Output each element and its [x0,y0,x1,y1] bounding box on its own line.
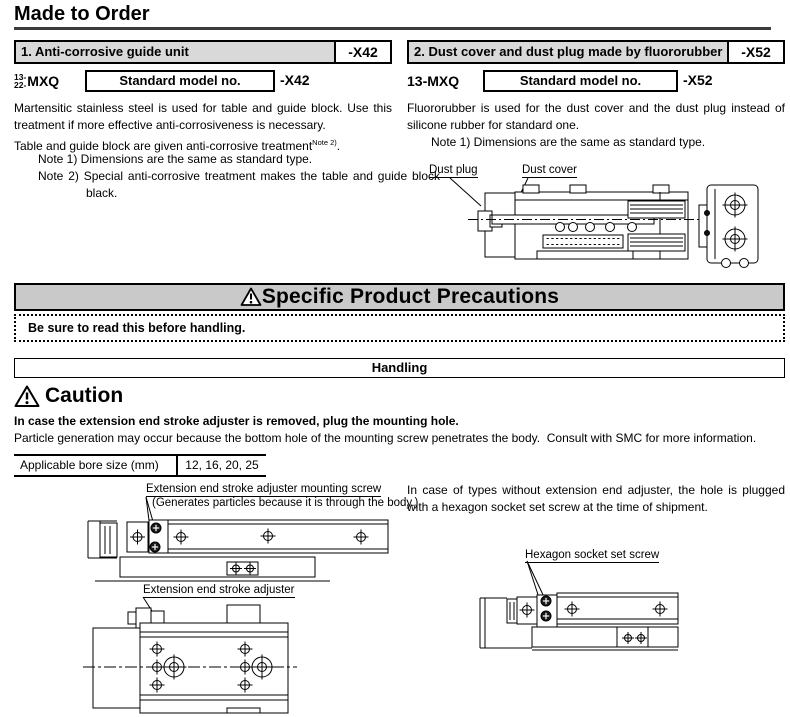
section1-code: -X42 [334,42,390,62]
section2-model-prefix: 13-MXQ [407,73,460,89]
section1-header [14,40,392,64]
dust-cover-cross-section-diagram [410,177,788,275]
section2-header [407,40,785,64]
section2-note1: Note 1) Dimensions are the same as standard type. [431,135,706,149]
model-prefix-bottom: 22- [14,80,27,90]
extension-adjuster-side-view-diagram [75,584,305,717]
extension-adjuster-label: Extension end stroke adjuster [143,584,295,596]
note-reference: Note 2) [312,138,337,147]
dust-cover-label: Dust cover [522,164,577,176]
title-rule [14,27,771,30]
model-prefix-stack [14,73,26,90]
section2-code: -X52 [727,42,783,62]
handling-bar: Handling [14,358,785,378]
section1-paragraph2-text: Table and guide block are given anti-corrosive treatment [14,139,313,153]
section1-paragraph: Martensitic stainless steel is used for table and guide block. Use this treatment if more effective anti-corrosiveness is necessary. [14,101,392,132]
read-first-text: Be sure to read this before handling. [28,321,246,335]
section2-paragraph: Fluororubber is used for the dust cover and the dust plug instead of silicone rubber for standard one. [407,101,785,132]
section1-model-code: -X42 [280,72,310,88]
section1-paragraph2-period: . [336,139,341,153]
section1-note1: Note 1) Dimensions are the same as standard type. [38,152,313,166]
section2-model-code: -X52 [683,72,713,88]
bore-size-label: Applicable bore size (mm) [20,458,159,472]
precautions-banner [14,283,785,311]
bore-size-values: 12, 16, 20, 25 [176,456,266,475]
caution-heading [14,384,123,408]
hex-set-screw-label: Hexagon socket set screw [525,549,660,561]
bore-size-table [14,454,266,477]
caution-lead: In case the extension end stroke adjuster is removed, plug the mounting hole. [14,414,459,428]
caution-body: Particle generation may occur because the bottom hole of the mounting screw penetrates the body. Consult with SMC for more information. [14,431,757,445]
page-title: Made to Order [14,3,150,25]
caution-warning-icon [14,385,40,408]
read-first-box [14,314,785,342]
model-prefix-top: 13- [14,71,27,82]
right-note-paragraph: In case of types without extension end adjuster, the hole is plugged with a hexagon socket set screw at the time of shipment. [407,483,785,514]
dust-plug-label: Dust plug [429,164,478,176]
warning-icon [240,287,262,307]
section1-note2: Note 2) Special anti-corrosive treatment makes the table and guide block black. [38,169,440,200]
precautions-banner-title: Specific Product Precautions [261,285,560,308]
section2-title: 2. Dust cover and dust plug made by fluororubber [409,42,727,62]
mounting-screw-note-label: (Generates particles because it is through the body.) [152,497,419,509]
model-base: MXQ [27,73,60,89]
section2-model-box: Standard model no. [483,70,678,92]
hex-set-screw-top-view-diagram [460,549,685,654]
caution-title: Caution [45,384,124,407]
section1-model-row [14,69,59,93]
mounting-screw-label: Extension end stroke adjuster mounting screw [146,483,382,495]
mounting-screw-top-view-diagram [85,496,395,586]
section1-title: 1. Anti-corrosive guide unit [16,42,334,62]
section1-model-box: Standard model no. [85,70,275,92]
